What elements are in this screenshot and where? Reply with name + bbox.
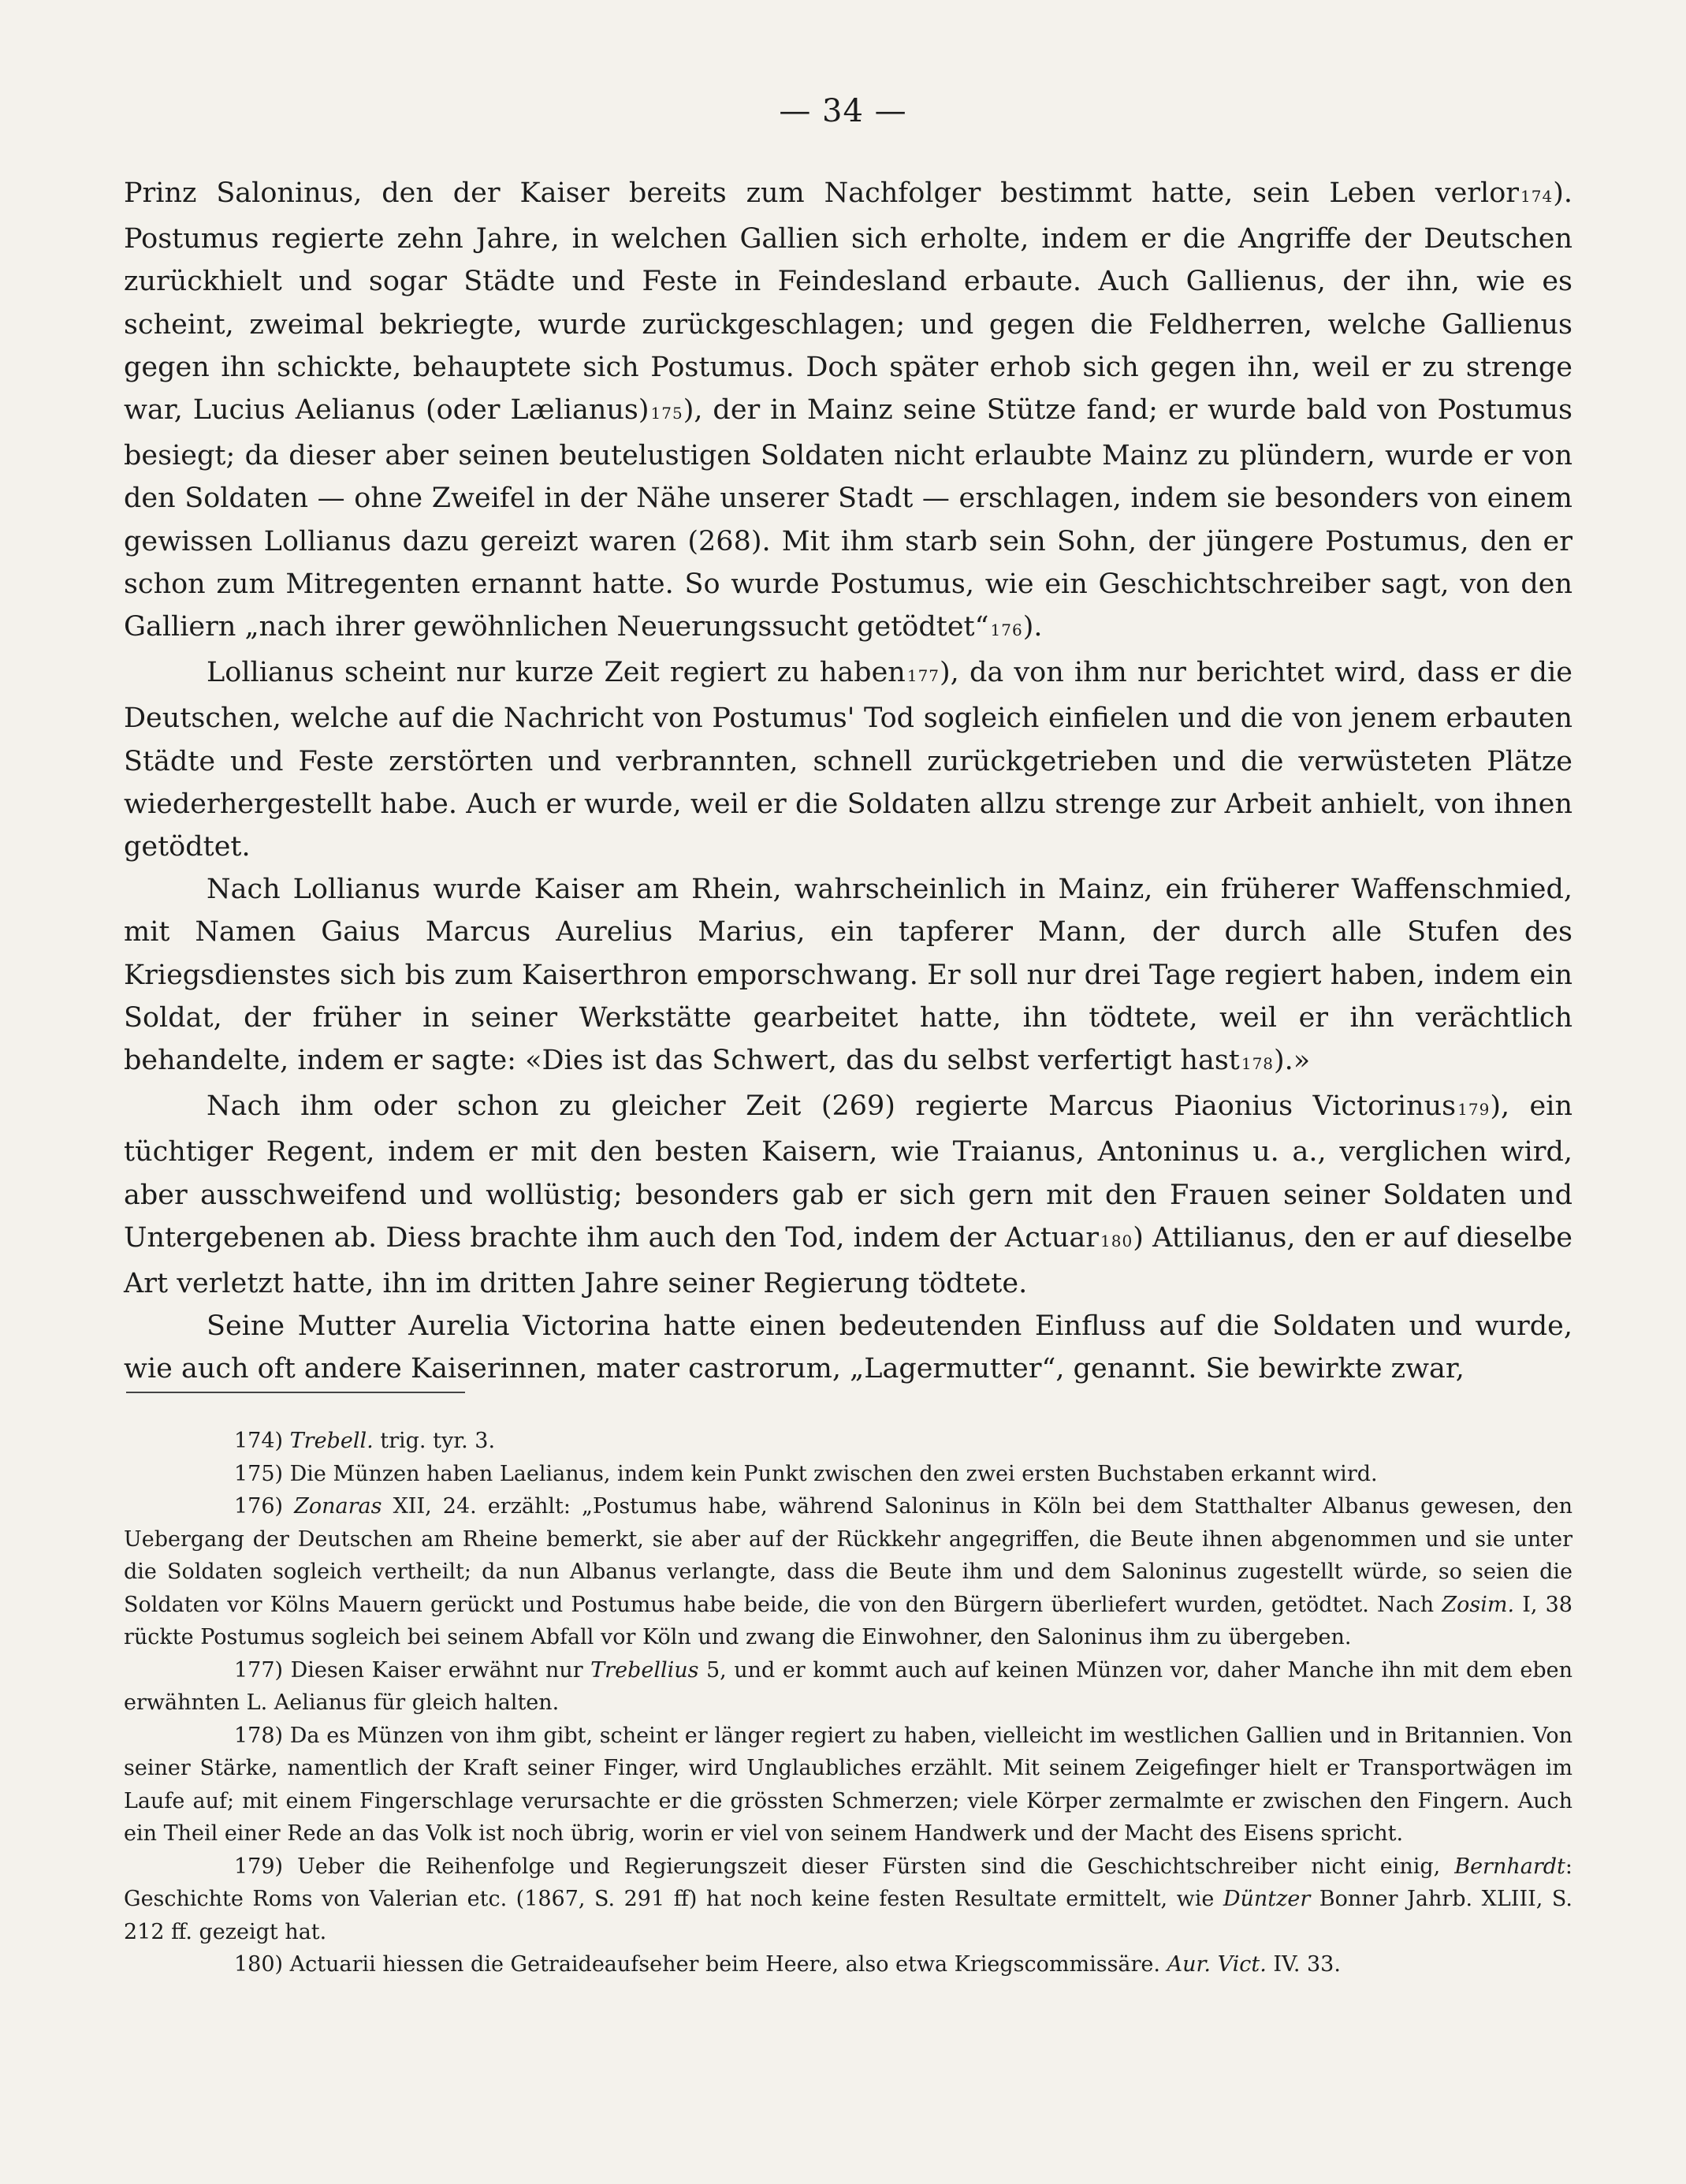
text-run: XII, 24. erzählt: „Postumus habe, während Saloninus in Köln bei dem Statthalter Albanus gewesen, den Uebergang der Deutschen am Rheine bemerkt, sie aber auf der Rückkehr angegriffen, die Beute ihnen abgenommen und sie unter die Soldaten sogleich vertheilt; da nun Albanus verlangte, dass die Beute ihm und dem Saloninus zugestellt würde, so seien die Soldaten vor Kölns Mauern gerückt und Postumus habe beide, die von den Bürgern überliefert wurden, getödtet. Nach [124, 1494, 1572, 1617]
text-run: I, 38 rückte Postumus sogleich bei seinem Abfall vor Köln und zwang die Einwohner, den Saloninus ihm zu übergeben. [124, 1592, 1572, 1649]
text-run: Lollianus scheint nur kurze Zeit regiert zu haben [207, 657, 906, 689]
footnote [124, 1654, 1572, 1720]
main-text [124, 172, 1572, 1391]
text-run: trig. tyr. 3. [373, 1429, 496, 1453]
text-run: Prinz Saloninus, den der Kaiser bereits zum Nachfolger bestimmt hatte, sein Leben verlor [124, 177, 1520, 209]
footnote-ref: 178 [1241, 1054, 1275, 1074]
text-run: ). Postumus regierte zehn Jahre, in welchen Gallien sich erholte, indem er die Angriffe der Deutschen zurückhielt und sogar Städte und Feste in Feindesland erbaute. Auch Gallienus, der ihn, wie es scheint, zweimal bekriegte, wurde zurückgeschlagen; und gegen die Feldherren, welche Gallienus gegen ihn schickte, behauptete sich Postumus. Doch später erhob sich gegen ihn, weil er zu strenge war, Lucius Aelianus (oder Lælianus) [124, 177, 1572, 427]
text-run: Bonner Jahrb. XLIII, S. 212 ff. gezeigt hat. [124, 1887, 1572, 1944]
paragraph [124, 1085, 1572, 1305]
footnote [124, 1425, 1572, 1458]
text-run: ).» [1274, 1045, 1311, 1077]
text-run: IV. 33. [1266, 1952, 1341, 1977]
footnote [124, 1850, 1572, 1949]
paragraph [124, 172, 1572, 651]
text-run: Nach ihm oder schon zu gleicher Zeit (269) regierte Marcus Piaonius Victorinus [207, 1090, 1457, 1123]
footnote-separator [126, 1392, 465, 1393]
text-run: ). [1022, 611, 1043, 643]
text-run: 176) [234, 1494, 295, 1519]
italic-citation: Bernhardt [1454, 1854, 1565, 1879]
footnote [124, 1720, 1572, 1850]
page-number: — 34 — [779, 93, 907, 129]
paragraph [124, 868, 1572, 1085]
text-run: ) Attilianus, den er auf dieselbe Art verletzt hatte, ihn im dritten Jahre seiner Regierung tödtete. [124, 1221, 1572, 1300]
text-run: 178) Da es Münzen von ihm gibt, scheint er länger regiert zu haben, vielleicht im westlichen Gallien und in Britannien. Von seiner Stärke, namentlich der Kraft seiner Finger, wird Unglaubliches erzählt. Mit seinem Zeigefinger hielt er Transportwägen im Laufe auf; mit einem Fingerschlage verursachte er die grössten Schmerzen; viele Körper zermalmte er zwischen den Fingern. Auch ein Theil einer Rede an das Volk ist noch übrig, worin er viel von seinem Handwerk und der Macht des Eisens spricht. [124, 1723, 1572, 1846]
footnote [124, 1458, 1572, 1491]
text-run: ), ein tüchtiger Regent, indem er mit den besten Kaisern, wie Traianus, Antoninus u. a., verglichen wird, aber ausschweifend und wollüstig; besonders gab er sich gern mit den Frauen seiner Soldaten und Untergebenen ab. Diess brachte ihm auch den Tod, indem der Actuar [124, 1090, 1573, 1254]
italic-citation: Zonaras [294, 1494, 382, 1519]
footnote-ref: 174 [1520, 187, 1554, 206]
text-run: 175) Die Münzen haben Laelianus, indem kein Punkt zwischen den zwei ersten Buchstaben erkannt wird. [234, 1461, 1378, 1486]
italic-citation: Düntzer [1223, 1887, 1311, 1911]
footnotes [124, 1425, 1572, 1981]
text-run: Nach Lollianus wurde Kaiser am Rhein, wahrscheinlich in Mainz, ein früherer Waffenschmied, mit Namen Gaius Marcus Aurelius Marius, ein tapferer Mann, der durch alle Stufen des Kriegsdienstes sich bis zum Kaiserthron emporschwang. Er soll nur drei Tage regiert haben, indem ein Soldat, der früher in seiner Werkstätte gearbeitet hatte, ihn tödtete, weil er ihn verächtlich behandelte, indem er sagte: «Dies ist das Schwert, das du selbst verfertigt hast [124, 874, 1572, 1077]
footnote-ref: 177 [906, 666, 940, 686]
footnote [124, 1948, 1572, 1981]
footnote-ref: 175 [650, 404, 683, 423]
text-run: 179) Ueber die Reihenfolge und Regierungszeit dieser Fürsten sind die Geschichtschreiber nicht einig, [234, 1854, 1455, 1879]
text-run: : Geschichte Roms von Valerian etc. (1867, S. 291 ff) hat noch keine festen Resultate ermittelt, wie [124, 1854, 1572, 1911]
text-run: ), da von ihm nur berichtet wird, dass er die Deutschen, welche auf die Nachricht von Postumus' Tod sogleich einfielen und die von jenem erbauten Städte und Feste zerstörten und verbrannten, schnell zurückgetrieben und die verwüsteten Plätze wiederhergestellt habe. Auch er wurde, weil er die Soldaten allzu strenge zur Arbeit anhielt, von ihnen getödtet. [124, 657, 1572, 863]
text-run: 177) Diesen Kaiser erwähnt nur [234, 1657, 591, 1683]
text-run: 180) Actuarii hiessen die Getraideaufseher beim Heere, also etwa Kriegscommissäre. [234, 1952, 1167, 1977]
footnote [124, 1490, 1572, 1654]
text-run: ), der in Mainz seine Stütze fand; er wurde bald von Postumus besiegt; da dieser aber seinen beutelustigen Soldaten nicht erlaubte Mainz zu plündern, wurde er von den Soldaten — ohne Zweifel in der Nähe unserer Stadt — erschlagen, indem sie besonders von einem gewissen Lollianus dazu gereizt waren (268). Mit ihm starb sein Sohn, der jüngere Postumus, den er schon zum Mitregenten ernannt hatte. So wurde Postumus, wie ein Geschichtschreiber sagt, von den Galliern „nach ihrer gewöhnlichen Neuerungssucht getödtet“ [124, 394, 1572, 643]
italic-citation: Trebell. [289, 1429, 374, 1453]
text-run: 174) [234, 1429, 290, 1453]
text-run: Seine Mutter Aurelia Victorina hatte einen bedeutenden Einfluss auf die Soldaten und wurde, wie auch oft andere Kaiserinnen, mater castrorum, „Lagermutter“, genannt. Sie bewirkte zwar, [124, 1310, 1572, 1385]
footnote-ref: 180 [1100, 1231, 1133, 1250]
paragraph [124, 651, 1572, 868]
footnote-ref: 179 [1457, 1100, 1491, 1120]
italic-citation: Zosim. [1442, 1592, 1515, 1617]
footnote-ref: 176 [990, 621, 1023, 640]
italic-citation: Aur. Vict. [1167, 1952, 1267, 1977]
paragraph [124, 1305, 1572, 1390]
text-run: 5, und er kommt auch auf keinen Münzen vor, daher Manche ihn mit dem eben erwähnten L. Aelianus für gleich halten. [124, 1657, 1572, 1715]
italic-citation: Trebellius [590, 1657, 699, 1683]
